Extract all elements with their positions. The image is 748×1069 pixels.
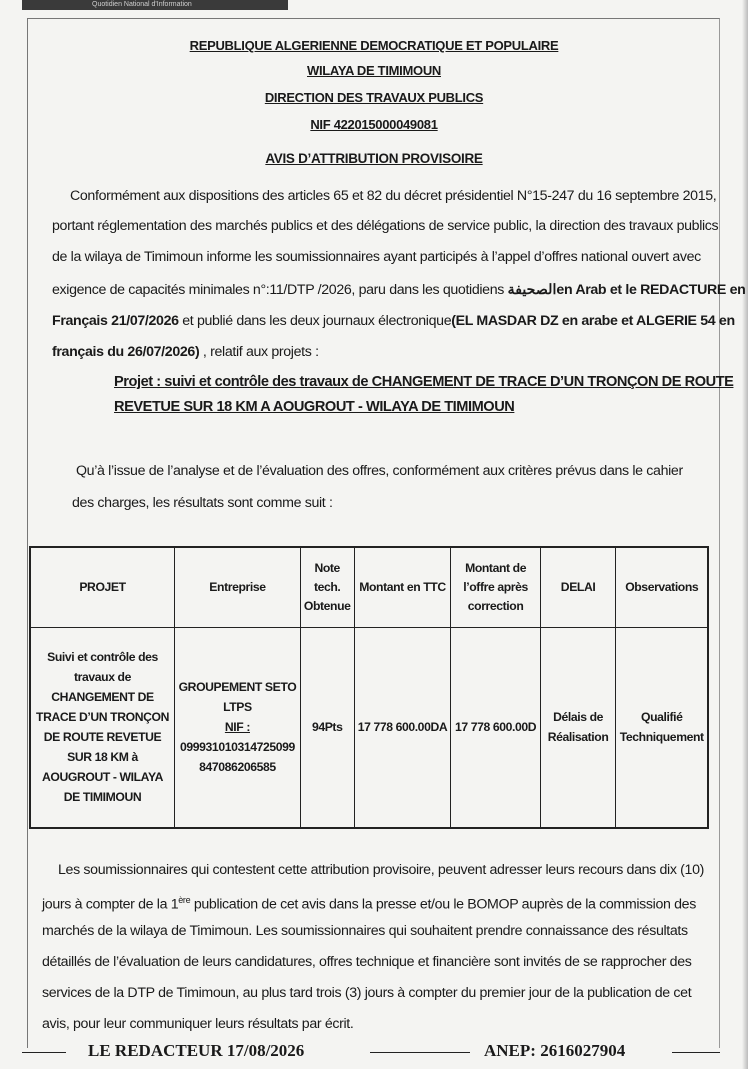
closing-line: services de la DTP de Timimoun, au plus tard trois (3) jours à compter du premier jour de la publication de cet xyxy=(42,985,692,1001)
closing-line xyxy=(42,888,702,917)
col-header-projet: PROJET xyxy=(30,547,175,627)
masthead-strip xyxy=(22,0,288,10)
intro-line: Conformément aux dispositions des articles 65 et 82 du décret présidentiel N°15-247 du 16 septembre 2015, xyxy=(70,188,717,204)
footer-rule-left xyxy=(22,1052,66,1053)
project-line: Projet : suivi et contrôle des travaux de CHANGEMENT DE TRACE D’UN TRONÇON DE ROUTE xyxy=(114,374,734,390)
closing-line: détaillés de l’évaluation de leurs candidatures, offres technique et financière sont invités de se rapprocher des xyxy=(42,954,692,970)
closing-text: jours à compter de la 1 xyxy=(42,896,179,913)
cell-delai: Délais de Réalisation xyxy=(540,627,616,828)
footer-rule-right xyxy=(672,1052,720,1053)
closing-superscript: ère xyxy=(178,895,191,905)
intro-text-bold: français du 26/07/2026) xyxy=(52,344,200,360)
intro-text: et publié dans les deux journaux électronique xyxy=(178,313,452,329)
footer-publication: LE REDACTEUR 17/08/2026 xyxy=(88,1041,305,1060)
header-republic: REPUBLIQUE ALGERIENNE DEMOCRATIQUE ET POPULAIRE xyxy=(189,38,559,53)
company-nif-value: 099931010314725099 847086206585 xyxy=(180,740,295,775)
cell-montant: 17 778 600.00DA xyxy=(354,627,451,828)
col-header-delai: DELAI xyxy=(540,547,616,627)
project-title xyxy=(114,370,734,420)
header-nif: NIF 422015000049081 xyxy=(310,117,438,132)
intro-line: de la wilaya de Timimoun informe les soumissionnaires ayant participés à l’appel d’offres national ouvert avec xyxy=(52,249,701,265)
project-line: REVETUE SUR 18 KM A AOUGROUT - WILAYA DE TIMIMOUN xyxy=(114,399,515,415)
col-header-observations: Observations xyxy=(616,547,708,627)
intro-line xyxy=(52,278,746,303)
table-row xyxy=(30,627,708,828)
table-header-row xyxy=(30,547,708,627)
closing-line: marchés de la wilaya de Timimoun. Les soumissionnaires qui souhaitent prendre connaissance des résultats xyxy=(42,923,688,939)
header-direction: DIRECTION DES TRAVAUX PUBLICS xyxy=(264,90,484,105)
cell-entreprise xyxy=(175,627,301,828)
col-header-entreprise: Entreprise xyxy=(175,547,301,627)
cell-montant-correction: 17 778 600.00D xyxy=(451,627,540,828)
intro-text-bold: (EL MASDAR DZ en arabe et ALGERIE 54 en xyxy=(451,313,735,329)
col-header-montant: Montant en TTC xyxy=(354,547,451,627)
footer-anep: ANEP: 2616027904 xyxy=(484,1041,626,1060)
masthead-text: Quotidien National d'Information xyxy=(92,1,192,8)
cell-observations: Qualifié Techniquement xyxy=(616,627,708,828)
intro-line xyxy=(52,340,692,365)
company-nif-label: NIF : xyxy=(224,720,250,735)
closing-line: avis, pour leur communiquer leurs résultats par écrit. xyxy=(42,1016,354,1032)
results-intro-line: Qu’à l’issue de l’analyse et de l’évaluation des offres, conformément aux critères prévus dans le cahier xyxy=(76,463,683,479)
intro-text: exigence de capacités minimales n°:11/DTP /2026, paru dans les quotidiens xyxy=(52,282,508,298)
col-header-note: Note tech. Obtenue xyxy=(300,547,354,627)
intro-line xyxy=(52,309,735,334)
intro-text-bold: en Arab et le REDACTURE en xyxy=(556,282,746,298)
results-intro-line: des charges, les résultats sont comme suit : xyxy=(72,495,333,511)
col-header-montant-correction: Montant de l’offre après correction xyxy=(451,547,540,627)
cell-note: 94Pts xyxy=(300,627,354,828)
intro-text: , relatif aux projets : xyxy=(199,344,319,360)
intro-line: portant réglementation des marchés publics et des délégations de service public, la direction des travaux publics xyxy=(52,218,719,234)
closing-line: Les soumissionnaires qui contestent cette attribution provisoire, peuvent adresser leurs recours dans dix (10) xyxy=(58,862,705,878)
results-table xyxy=(29,546,709,829)
company-name: GROUPEMENT SETO LTPS xyxy=(178,680,297,715)
intro-text-bold: Français 21/07/2026 xyxy=(52,313,179,329)
notice-title: AVIS D’ATTRIBUTION PROVISOIRE xyxy=(265,151,483,166)
cell-projet: Suivi et contrôle des travaux de CHANGEMENT DE TRACE D’UN TRONÇON DE ROUTE REVETUE SUR 18 KM à AOUGROUT - WILAYA DE TIMIMOUN xyxy=(30,627,175,828)
footer-rule-middle xyxy=(370,1052,470,1053)
header-wilaya: WILAYA DE TIMIMOUN xyxy=(307,63,441,78)
newspaper-arabic: الصحيفة xyxy=(507,282,557,298)
closing-text: publication de cet avis dans la presse et/ou le BOMOP auprès de la commission des xyxy=(190,896,696,913)
